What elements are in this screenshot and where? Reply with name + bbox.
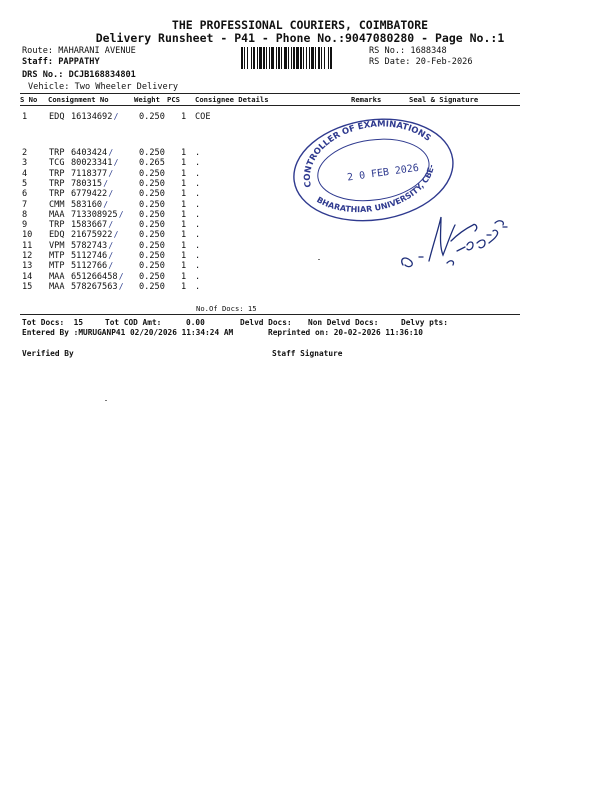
row-sno: 5 (22, 178, 28, 189)
seal-top-text: CONTROLLER OF EXAMINATIONS (302, 119, 433, 189)
rs-date-label: RS Date: (369, 57, 411, 67)
row-pcs: 1 (181, 112, 187, 122)
header-top-rule (20, 93, 520, 94)
barcode-bar (315, 47, 316, 69)
tot-cod-line (105, 318, 161, 327)
row-consignment-code: TRP (49, 189, 65, 200)
row-weight: 0.250 (139, 220, 165, 231)
tick-mark-icon: ∕ (103, 178, 109, 188)
row-consignment-number: 5112766 (71, 261, 108, 272)
barcode-bar (276, 47, 277, 69)
barcode-image (240, 47, 365, 69)
tot-cod-label: Tot COD Amt: (105, 318, 162, 327)
row-consignment-code: TRP (49, 220, 65, 231)
row-pcs: 1 (181, 240, 187, 251)
row-sno: 1 (22, 112, 28, 122)
row-weight: 0.250 (139, 271, 165, 282)
staff-signature-label: Staff Signature (272, 349, 343, 358)
row-consignment-code: MTP (49, 261, 65, 272)
rs-date-value: 20-Feb-2026 (415, 57, 473, 67)
barcode-bar (328, 47, 329, 69)
row-weight: 0.250 (139, 281, 165, 292)
tick-mark-icon: ∕ (108, 261, 114, 271)
row-consignment-code: TRP (49, 168, 65, 179)
row-consignee: . (195, 240, 201, 251)
row-consignment-code: TRP (49, 148, 65, 158)
col-remarks: Remarks (351, 95, 382, 104)
route-value: MAHARANI AVENUE (58, 46, 136, 56)
barcode-bar (321, 47, 322, 69)
barcode-bar (293, 47, 295, 69)
tick-mark-icon: ∕ (108, 240, 114, 250)
vehicle-value: Two Wheeler Delivery (74, 82, 179, 92)
entered-by: Entered By :MURUGANP41 02/20/2026 11:34:24 AM (22, 328, 234, 337)
delvd-docs-label: Delvd Docs: (240, 318, 292, 327)
row-consignment-number: 16134692 (71, 112, 113, 122)
row-consignment-code: EDQ (49, 230, 65, 241)
row-consignment-code: TCG (49, 158, 65, 169)
row-pcs: 1 (181, 220, 187, 231)
row-consignment-code: MAA (49, 281, 65, 292)
row-weight: 0.250 (139, 240, 165, 251)
barcode-bar (278, 47, 280, 69)
row-sno: 3 (22, 158, 28, 169)
col-consignee: Consignee Details (195, 95, 269, 104)
no-of-docs: No.Of Docs: 15 (196, 304, 257, 313)
row-weight: 0.250 (139, 230, 165, 241)
row-consignment-number: 713308925 (71, 209, 118, 220)
barcode-bar (266, 47, 267, 69)
row-weight: 0.250 (139, 251, 165, 261)
tick-mark-icon: ∕ (118, 209, 124, 219)
runsheet-subtitle: Delivery Runsheet - P41 - Phone No.:9047080280 - Page No.:1 (95, 31, 505, 45)
row-sno: 2 (22, 148, 28, 158)
col-consignment: Consignment No (48, 95, 109, 104)
row-consignment-number: 6403424 (71, 148, 108, 158)
tot-docs-value: 15 (73, 318, 84, 327)
tick-mark-icon: ∕ (118, 281, 124, 291)
row-consignee: . (195, 251, 201, 261)
barcode-bar (284, 47, 287, 69)
barcode-bar (296, 47, 299, 69)
row-pcs: 1 (181, 148, 187, 158)
row-pcs: 1 (181, 271, 187, 282)
tick-mark-icon: ∕ (108, 148, 114, 157)
row-consignee: . (195, 281, 201, 292)
row-sno: 13 (22, 261, 33, 272)
row-consignment-number: 6779422 (71, 189, 108, 200)
barcode-bar (309, 47, 310, 69)
barcode-bar (318, 47, 320, 69)
staff-value: PAPPATHY (58, 57, 100, 67)
row-pcs: 1 (181, 168, 187, 179)
verified-by: Verified By (22, 349, 74, 358)
row-sno: 6 (22, 189, 28, 200)
barcode-bar (306, 47, 307, 69)
tick-mark-icon: ∕ (108, 168, 114, 178)
row-sno: 7 (22, 199, 28, 210)
delvy-pts-label: Delvy pts: (401, 318, 448, 327)
drs-value: DCJB168834801 (68, 70, 136, 80)
scan-speck (105, 400, 107, 401)
row-pcs: 1 (181, 158, 187, 169)
tot-cod-value: 0.00 (186, 318, 205, 327)
row-consignee: . (195, 209, 201, 220)
vehicle-label: Vehicle: (28, 82, 70, 92)
row-consignment-code: CMM (49, 199, 65, 210)
rs-date-line (369, 57, 473, 67)
vehicle-line (28, 82, 178, 92)
non-delvd-docs-label: Non Delvd Docs: (308, 318, 379, 327)
col-seal: Seal & Signature (409, 95, 479, 104)
row-consignee: . (195, 168, 201, 179)
row-consignment-number: 5112746 (71, 251, 108, 261)
barcode-bar (303, 47, 304, 69)
seal-bottom-text: BHARATHIAR UNIVERSITY, CBE-46 (315, 163, 437, 215)
row-sno: 8 (22, 209, 28, 220)
row-consignment-number: 7118377 (71, 168, 108, 179)
barcode-bar (281, 47, 282, 69)
row-consignment-number: 651266458 (71, 271, 118, 282)
row-sno: 9 (22, 220, 28, 231)
row-sno: 12 (22, 251, 33, 261)
rs-no-label: RS No.: (369, 46, 406, 56)
row-consignment-code: TRP (49, 178, 65, 189)
staff-line (22, 57, 100, 67)
row-consignee: . (195, 261, 201, 272)
col-sno: S No (20, 95, 38, 104)
row-pcs: 1 (181, 178, 187, 189)
barcode-bar (247, 47, 248, 69)
row-sno: 11 (22, 240, 33, 251)
reprinted-on: Reprinted on: 20-02-2026 11:36:10 (268, 328, 423, 337)
barcode-bar (251, 47, 252, 69)
company-title: THE PROFESSIONAL COURIERS, COIMBATORE (171, 18, 429, 32)
row-consignee: . (195, 220, 201, 231)
row-consignment-code: MAA (49, 271, 65, 282)
row-weight: 0.250 (139, 178, 165, 189)
row-consignee: . (195, 178, 201, 189)
row-consignee: . (195, 158, 201, 169)
row-consignment-code: EDQ (49, 112, 65, 122)
tick-mark-icon: ∕ (108, 189, 114, 199)
row-sno: 14 (22, 271, 33, 282)
row-sno: 4 (22, 168, 28, 179)
table-bottom-rule (20, 314, 520, 315)
barcode-bar (288, 47, 289, 69)
barcode-bar (330, 47, 332, 69)
tot-docs-line (22, 318, 83, 327)
row-consignment-number: 780315 (71, 178, 103, 189)
row-pcs: 1 (181, 261, 187, 272)
row-pcs: 1 (181, 189, 187, 200)
barcode-bar (271, 47, 274, 69)
row-consignee: . (195, 271, 201, 282)
row-consignee: . (195, 199, 201, 210)
row-pcs: 1 (181, 281, 187, 292)
row-weight: 0.250 (139, 112, 165, 122)
tick-mark-icon: ∕ (108, 220, 114, 230)
route-line (22, 46, 136, 56)
barcode-bar (291, 47, 292, 69)
tot-docs-label: Tot Docs: (22, 318, 65, 327)
row-consignee: . (195, 148, 201, 158)
barcode-bar (311, 47, 314, 69)
drs-line (22, 70, 136, 80)
tick-mark-icon: ∕ (108, 251, 114, 260)
header-bottom-rule (20, 105, 520, 106)
rs-no-value: 1688348 (410, 46, 447, 56)
barcode-bar (324, 47, 325, 69)
row-consignment-number: 21675922 (71, 230, 113, 241)
row-consignment-number: 5782743 (71, 240, 108, 251)
staff-label: Staff: (22, 57, 54, 67)
row-consignee: COE (195, 112, 211, 122)
tick-mark-icon: ∕ (103, 199, 109, 209)
row-consignment-number: 80023341 (71, 158, 113, 169)
table-row (0, 282, 600, 292)
tick-mark-icon: ∕ (118, 271, 124, 281)
row-consignment-code: MTP (49, 251, 65, 261)
row-consignee: . (195, 230, 201, 241)
col-weight: Weight (134, 95, 160, 104)
barcode-bar (300, 47, 302, 69)
row-consignment-number: 583160 (71, 199, 103, 210)
row-consignment-number: 1583667 (71, 220, 108, 231)
route-label: Route: (22, 46, 54, 56)
barcode-bar (259, 47, 262, 69)
row-sno: 15 (22, 281, 33, 292)
barcode-bar (244, 47, 245, 69)
row-pcs: 1 (181, 199, 187, 210)
scan-speck (318, 259, 320, 260)
row-consignment-code: VPM (49, 240, 65, 251)
barcode-bar (263, 47, 265, 69)
handwritten-signature (395, 205, 515, 275)
barcode-bar (269, 47, 270, 69)
row-weight: 0.250 (139, 209, 165, 220)
row-consignment-number: 578267563 (71, 281, 118, 292)
row-weight: 0.250 (139, 261, 165, 272)
row-weight: 0.250 (139, 148, 165, 158)
row-consignment-code: MAA (49, 209, 65, 220)
drs-label: DRS No.: (22, 70, 64, 80)
tick-mark-icon: ∕ (113, 112, 119, 121)
col-pcs: PCS (167, 95, 180, 104)
row-sno: 10 (22, 230, 33, 241)
barcode-bar (253, 47, 255, 69)
row-consignee: . (195, 189, 201, 200)
row-weight: 0.265 (139, 158, 165, 169)
row-pcs: 1 (181, 209, 187, 220)
barcode-bar (241, 47, 243, 69)
tick-mark-icon: ∕ (113, 230, 119, 240)
row-weight: 0.250 (139, 168, 165, 179)
row-pcs: 1 (181, 230, 187, 241)
row-pcs: 1 (181, 251, 187, 261)
row-weight: 0.250 (139, 189, 165, 200)
rs-no-line (369, 46, 447, 56)
seal-date-text: 2 0 FEB 2026 (346, 162, 420, 184)
row-weight: 0.250 (139, 199, 165, 210)
barcode-bar (257, 47, 258, 69)
tick-mark-icon: ∕ (113, 158, 119, 168)
